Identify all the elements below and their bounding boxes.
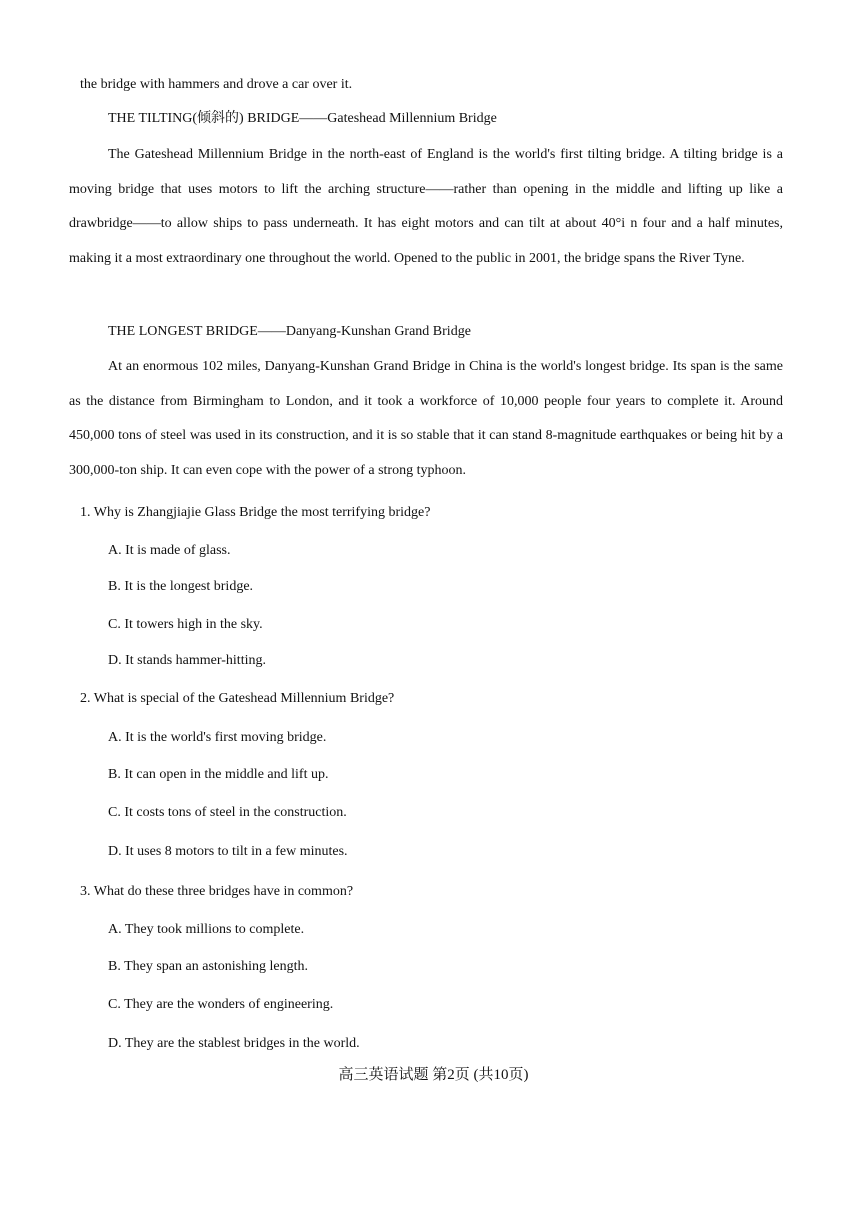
page-footer: 高三英语试题 第2页 (共10页) (338, 1067, 529, 1083)
question-1-option-a: A. It is made of glass. (108, 543, 231, 558)
question-1-option-b: B. It is the longest bridge. (108, 579, 254, 594)
question-3-option-d: D. They are the stablest bridges in the world. (108, 1036, 360, 1051)
question-2-stem: 2. What is special of the Gateshead Millennium Bridge? (80, 691, 395, 706)
section-body-longest-bridge-text: At an enormous 102 miles, Danyang-Kunshan Grand Bridge in China is the world's longest bridge. Its span is the same as the distance from Birmingham to London, and it took a workforce of 10,000 people four years to complete it. Around 450,000 tons of steel was used in its construction, and it is so stable that it can stand 8-magnitude earthquakes or being hit by a 300,000-ton ship. It can even cope with the power of a strong typhoon. (69, 359, 783, 479)
section-heading-longest-bridge: THE LONGEST BRIDGE——Danyang-Kunshan Grand Bridge (108, 324, 471, 339)
question-2-option-a: A. It is the world's first moving bridge. (108, 730, 327, 745)
question-1-option-d: D. It stands hammer-hitting. (108, 653, 266, 668)
question-1-option-c: C. It towers high in the sky. (108, 617, 263, 632)
section-body-tilting-bridge (69, 138, 783, 277)
question-1-stem: 1. Why is Zhangjiajie Glass Bridge the most terrifying bridge? (80, 505, 431, 520)
question-3-option-b: B. They span an astonishing length. (108, 959, 308, 974)
section-body-tilting-bridge-text: The Gateshead Millennium Bridge in the north-east of England is the world's first tilting bridge. A tilting bridge is a moving bridge that uses motors to lift the arching structure——rather than opening in the middle and lifting up like a drawbridge——to allow ships to pass underneath. It has eight motors and can tilt at about 40°i n four and a half minutes, making it a most extraordinary one throughout the world. Opened to the public in 2001, the bridge spans the River Tyne. (69, 147, 783, 267)
section-body-longest-bridge (69, 350, 783, 489)
question-3-stem: 3. What do these three bridges have in common? (80, 884, 354, 899)
section-heading-tilting-bridge: THE TILTING(倾斜的) BRIDGE——Gateshead Millennium Bridge (108, 111, 497, 126)
question-2-option-c: C. It costs tons of steel in the construction. (108, 805, 347, 820)
intro-tail-text: the bridge with hammers and drove a car over it. (80, 77, 353, 92)
question-3-option-c: C. They are the wonders of engineering. (108, 997, 334, 1012)
question-3-option-a: A. They took millions to complete. (108, 922, 305, 937)
question-2-option-b: B. It can open in the middle and lift up. (108, 767, 329, 782)
question-2-option-d: D. It uses 8 motors to tilt in a few minutes. (108, 844, 348, 859)
